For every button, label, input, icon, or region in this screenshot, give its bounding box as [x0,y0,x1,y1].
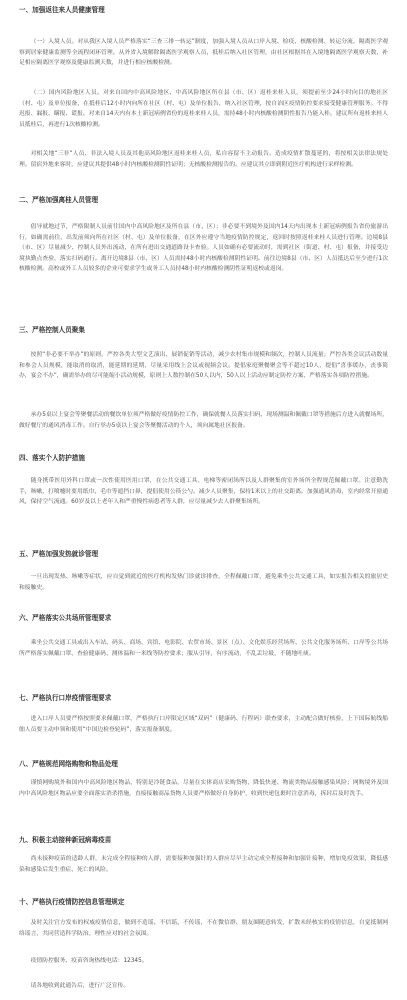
section-6 [19,614,388,622]
paragraph: 按照“非必要不举办”的原则，严控各类大型文艺演出、展销促销等活动，减少农村集市规模和频次，控制人员流量；严控各类会议活动数量和参会人员规模，能取消的取消，能延期的延期，尽量采用线上会议或视频会议。提倡家庭聚餐聚会等不超过10人，提倡“喜事缓办，丧事简办，宴会不办”，确需举办的尽可能缩小活动规模，原则上人数控制在50人以内，50人以上活动应制定防控方案，严格落实各项防控措施。 [19,352,388,380]
hotline-paragraph: 疫情防控服务、疫苗咨询热线电话：12345。 [30,958,148,964]
section-heading: 四、落实个人防护措施 [19,454,85,462]
paragraph: 尚未接种疫苗的适龄人群，未完成全程接种的人群，需要接种加强针的人群应尽早主动完成全程接种和加强针接种，增加免疫效果，降低感染和感染后发生重症、死亡的风险。 [19,856,388,873]
paragraph: 及时关注官方发布的权威疫情信息，做到不造谣、不信谣、不传谣，不在微信群、朋友圈随意转发，扩散未经核实的疫情信息，自觉抵制网络谣言，共同营造科学防治、理性应对的社会氛围。 [19,920,388,937]
section-1-para-3 [19,149,388,170]
paragraph: 一旦出现发热、咳嗽等症状，应自觉到就近的医疗机构发热门诊就诊排查，全程佩戴口罩，避免乘坐公共交通工具，如实报告相关的旅居史和接触史。 [19,574,388,591]
section-6-para-1 [19,638,388,659]
section-2 [19,196,388,204]
paragraph: 乘坐公共交通工具或出入车站、码头、商场、宾馆、电影院、农贸市场、景区（点）、文化娱乐经营场所、公共文化服务场所、口岸等公共场所严格落实佩戴口罩、查验健康码、测体温和一米线等防控要求；服从引导，有序流动，不乱丢垃圾，不随地吐痰。 [19,640,388,657]
section-8 [19,760,388,768]
paragraph: 承办5桌以上宴会等聚餐活动的餐饮单位须严格做好疫情防控工作，确保就餐人员落实扫码、现场测温和佩戴口罩等措施后方进入就餐场所，做好餐厅的通风消毒工作。自行举办5桌以上宴会等聚餐活动的个人，须向属地社区报备。 [19,412,388,429]
paragraph: 谨慎网购境外和国内中高风险地区物品，特别是冷链食品，尽量在实体商店采购货物，降低快递、物流类物品接触感染风险；网购境外及国内中高风险地区物品应要全面落实消杀措施，直接接触商品货物人员要严格做好自身防护，收到快递包裹时注意消毒，拆封后及时洗手。 [19,780,388,797]
section-10-para-3 [19,981,388,992]
section-10-para-2 [19,956,388,967]
section-9 [19,836,388,844]
section-heading: 十、严格执行疫情防控信息管理规定 [19,898,125,906]
section-7 [19,694,388,702]
paragraph: 随身携带医用外科口罩或一次性使用医用口罩，在公共交通工具、电梯等密闭场所以及人群聚集的室外场所全程规范佩戴口罩。注意勤洗手，咳嗽、打喷嚏时要用纸巾、毛巾等遮挡口鼻，提倡使用公筷公勺。减少人员聚集，保持1米以上的社交距离。加强通风消毒，室内经常开窗通风，保持空气流通。60岁及以上老年人和严重慢性病患者等人群，应尽量减少去人群聚集场所。 [19,478,388,506]
section-heading: 七、严格执行口岸疫情管理要求 [19,694,112,702]
section-heading: 二、严格加强离桂人员管理 [19,196,99,204]
section-1-para-2 [19,88,388,130]
section-10-para-1 [19,918,388,939]
paragraph: （二）国内风险地区人员。对来自国内中高风险地区、中高风险地区所在县（市、区）返桂来桂人员，须提前至少24小时向目的地社区（村、屯）及单位报备，在抵桂后12小时内向所在社区（村、屯）及单位报告，纳入社区管理，按自治区疫情防控要求接受健康管理服务。不得迟报、漏报、瞒报、谎报。对来自14天内有本土新冠病例省份的返桂来桂人员，需持48小时内核酸检测阴性报告乃能入桂。建议所有返桂来桂人员抵桂后，再进行1次核酸检测。 [19,90,388,128]
section-heading: 三、严格控制人员聚集 [19,326,85,334]
section-heading: 五、严格加强发热就诊管理 [19,550,99,558]
section-5-para-1 [19,572,388,593]
section-3-para-1 [19,350,388,382]
section-1-para-1 [19,37,388,69]
section-9-para-1 [19,854,388,875]
section-heading: 九、积极主动接种新冠病毒疫苗 [19,836,112,844]
section-2-para-1 [19,222,388,275]
section-3-para-2 [19,410,388,431]
paragraph: 对相关地“三非”人员、非法入境人员及其他高风险地区返桂来桂人员，私自容留不主动报告、造成疫情扩散蔓延的，将按相关法律法规处理。留宿外地来客时，应建议其提供48小时内核酸检测阴性证明；无核酸检测报告的，应建议其立即到附近医疗机构进行采样检测。 [19,151,388,168]
section-4-para-1 [19,476,388,508]
paragraph: 进入口岸人员要严格按照要求佩戴口罩，严格执行口岸限定区域“双码”（健康码、行程码）联查要求，主动配合做好核验，上下国际航线船舶人员要主动申领和使用“中国边检登轮码”，落实报备制度。 [19,716,388,733]
section-3 [19,326,388,334]
section-4 [19,454,388,462]
section-heading: 六、严格落实公共场所管理要求 [19,614,112,622]
section-heading: 一、加强返往来人员健康管理 [19,6,105,14]
section-7-para-1 [19,714,388,735]
section-5 [19,550,388,558]
paragraph: 倡导就地过节，严格限制人员前往国内中高风险地区及所在县（市、区）；非必要不到境外及国内14天内出现本土新冠病例报告省份旅游出行，如确需前往，出发前须向所在社区（村、屯）及单位报备，在区外应遵守当地疫情防控规定，返回时按照返桂来桂人员进行管理。边境8县（市、区）尽量减少、控制人员外出流动，在所有进出交通道路设卡查验。人员如确有必要流动时，需到社区（街道、村、屯）报备，并接受边境执勤点查验，落实扫码通行。离开边境8县（市、区）人员需持48小时内核酸检测阴性证明。前往边境8县（市、区）人员抵达后至少进行1次核酸检测。高校或外工人员较多的企业可要求学生或务工人员持48小时内核酸检测阴性证明返校或返岗。 [19,224,388,273]
closing-paragraph: 请各地收到此通告后，进行广泛宣传。 [30,983,130,989]
section-1 [19,6,388,14]
paragraph: （一）入境人员。对从我区入境人员严格落实“三查三排一转运”制度，加强入境人员从口岸入境、检疫、核酸检测、转运分流、隔离医学观察到居家健康监测等全流程闭环管理。从外省入境解除隔离医学观察人员，抵桂后纳入社区管理，由社区根据其在入境地隔离医学观察天数，补足相应隔离医学观察及健康监测天数，并进行相应核酸检测。 [19,39,388,67]
section-8-para-1 [19,778,388,799]
section-heading: 八、严格规范网络购物和物品处理 [19,760,118,768]
section-10 [19,898,388,906]
